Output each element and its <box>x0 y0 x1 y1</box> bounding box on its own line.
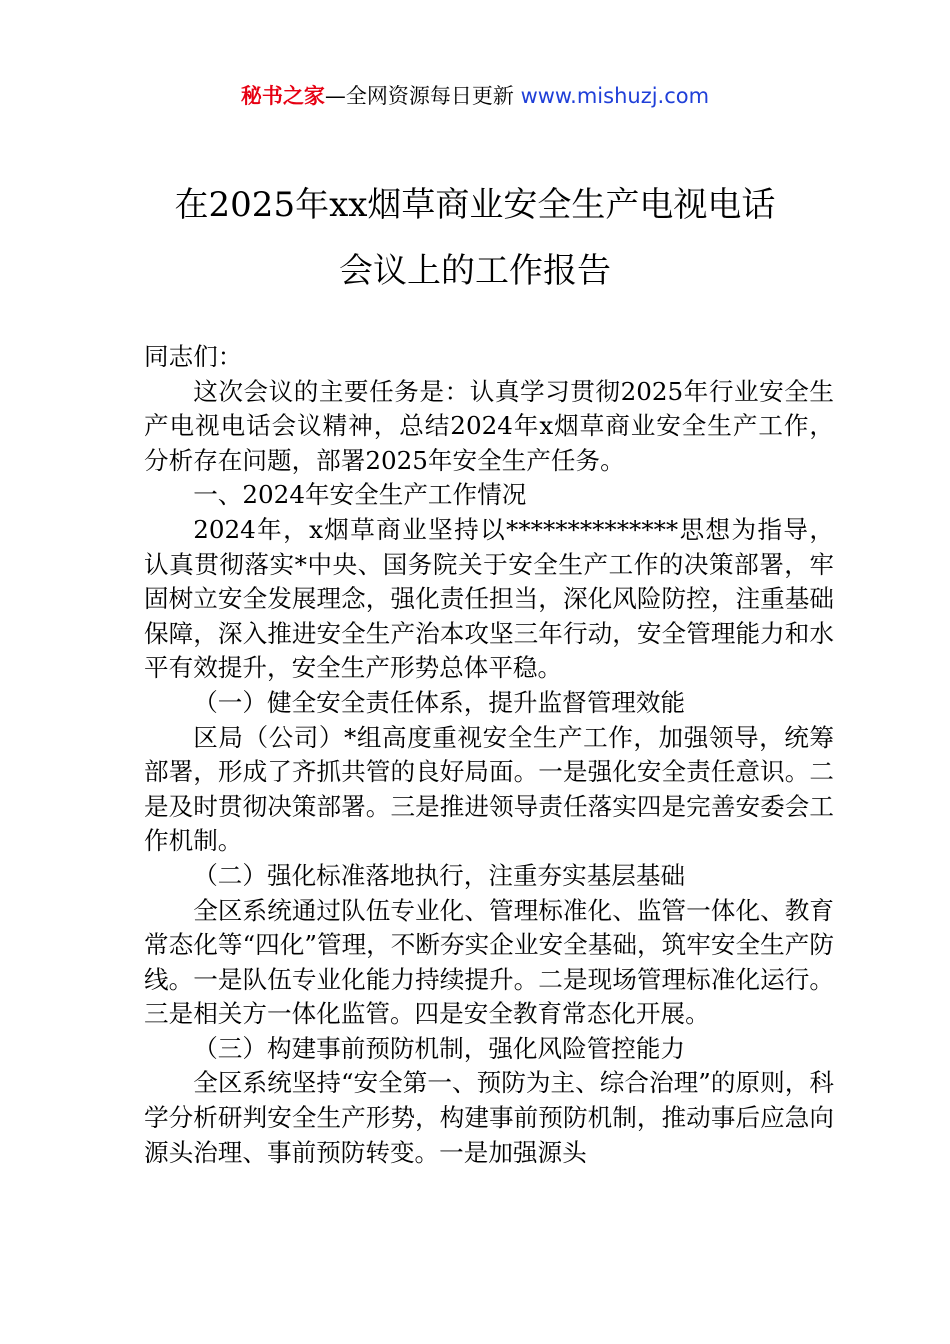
document-body <box>144 340 834 1170</box>
paragraph-prevention: 全区系统坚持“安全第一、预防为主、综合治理”的原则，科学分析研判安全生产形势，构建事前预防机制，推动事后应急向源头治理、事前预防转变。一是加强源头 <box>144 1068 834 1167</box>
subsection-heading-2: （二）强化标准落地执行，注重夯实基层基础 <box>193 860 686 890</box>
site-slogan: —全网资源每日更新 <box>324 84 514 108</box>
document-title <box>0 172 950 304</box>
section-heading-1: 一、2024年安全生产工作情况 <box>193 480 527 510</box>
site-brand: 秘书之家 <box>240 84 325 108</box>
paragraph-responsibility: 区局（公司）*组高度重视安全生产工作，加强领导，统筹部署，形成了齐抓共管的良好局面。一是强化安全责任意识。二是及时贯彻决策部署。三是推进领导责任落实四是完善安委会工作机制。 <box>144 722 834 856</box>
document-title-line-1: 在2025年xx烟草商业安全生产电视电话 <box>174 185 776 225</box>
site-header <box>0 80 950 112</box>
subsection-heading-1: （一）健全安全责任体系，提升监督管理效能 <box>193 687 686 717</box>
salutation: 同志们： <box>144 342 243 371</box>
site-url-link[interactable]: www.mishuzj.com <box>520 84 710 108</box>
paragraph-standards: 全区系统通过队伍专业化、管理标准化、监管一体化、教育常态化等“四化”管理，不断夯实企业安全基础，筑牢安全生产防线。一是队伍专业化能力持续提升。二是现场管理标准化运行。三是相关方一体化监管。四是安全教育常态化开展。 <box>144 895 834 1029</box>
paragraph-overview: 2024年，x烟草商业坚持以**************思想为指导，认真贯彻落实*中央、国务院关于安全生产工作的决策部署，牢固树立安全发展理念，强化责任担当，深化风险防控，注重基础保障，深入推进安全生产治本攻坚三年行动，安全管理能力和水平有效提升，安全生产形势总体平稳。 <box>144 514 834 683</box>
subsection-heading-3: （三）构建事前预防机制，强化风险管控能力 <box>193 1033 686 1063</box>
document-title-line-2: 会议上的工作报告 <box>339 251 611 291</box>
paragraph-intro: 这次会议的主要任务是：认真学习贯彻2025年行业安全生产电视电话会议精神，总结2024年x烟草商业安全生产工作，分析存在问题，部署2025年安全生产任务。 <box>144 376 834 475</box>
